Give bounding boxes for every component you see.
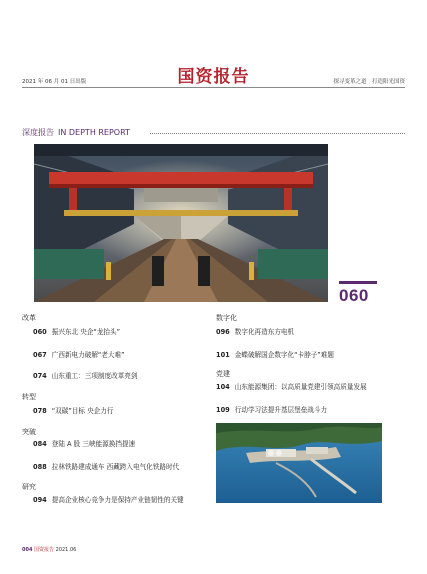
footer-page-number: 004 xyxy=(22,547,33,553)
toc-title: 提高企业核心竞争力是保持产业链韧性的关键 xyxy=(51,496,184,504)
toc-title: 山东能源集团：以高质量党建引领高质量发展 xyxy=(234,383,367,391)
feature-number-rule xyxy=(339,281,377,284)
toc-title: 广西新电力破解“老大难” xyxy=(51,351,125,359)
feature-photo-steel-mill xyxy=(34,144,328,302)
issue-date: 2021 年 06 月 01 日出版 xyxy=(22,79,87,85)
toc-title: 拉林铁路建成通车 西藏跨入电气化铁路时代 xyxy=(51,463,180,471)
category-party-building: 党建 xyxy=(216,370,230,378)
category-transformation: 转型 xyxy=(22,393,36,401)
toc-title: 振兴东北 央企“龙抬头” xyxy=(51,328,121,336)
magazine-title: 国资报告 xyxy=(177,67,250,87)
header-divider xyxy=(22,87,405,88)
toc-page-number: 074 xyxy=(33,372,47,380)
toc-page-number: 101 xyxy=(216,351,230,359)
footer-brand: 国资报告 xyxy=(34,547,55,553)
toc-item[interactable] xyxy=(33,461,179,471)
toc-item[interactable] xyxy=(33,326,120,336)
category-digitalization: 数字化 xyxy=(216,314,237,322)
toc-page-number: 078 xyxy=(33,407,47,415)
page-footer xyxy=(22,546,76,553)
feature-page-number: 060 xyxy=(339,286,369,305)
category-breakthrough: 突破 xyxy=(22,428,36,436)
toc-title: “双碳”目标 央企力行 xyxy=(51,407,114,415)
magazine-slogan: 探寻变革之道 打造阳光国资 xyxy=(333,79,405,85)
coastal-port-illustration xyxy=(216,423,382,503)
toc-item[interactable] xyxy=(33,370,137,380)
footer-date: 2021.06 xyxy=(55,547,77,553)
section-heading-cn: 深度报告 xyxy=(22,128,54,137)
toc-item[interactable] xyxy=(33,349,125,359)
toc-page-number: 104 xyxy=(216,383,230,391)
toc-title: 数字化再造东方电机 xyxy=(234,328,295,336)
toc-item[interactable] xyxy=(216,326,294,336)
section-dotted-rule xyxy=(150,133,405,134)
category-research: 研究 xyxy=(22,483,36,491)
toc-item[interactable] xyxy=(216,404,327,414)
section-heading-en: IN DEPTH REPORT xyxy=(58,128,130,137)
toc-page-number: 109 xyxy=(216,406,230,414)
toc-page-number: 094 xyxy=(33,496,47,504)
toc-page-number: 060 xyxy=(33,328,47,336)
section-heading xyxy=(22,127,130,138)
toc-page-number: 067 xyxy=(33,351,47,359)
steel-mill-illustration xyxy=(34,144,328,302)
toc-title: 山东重工：三项制度改革亮剑 xyxy=(51,372,138,380)
toc-item[interactable] xyxy=(216,349,334,359)
toc-title: 金蝶破解国企数字化“卡脖子”难题 xyxy=(234,351,334,359)
toc-item[interactable] xyxy=(33,438,135,448)
toc-item[interactable] xyxy=(33,405,113,415)
toc-item[interactable] xyxy=(33,494,184,504)
toc-item[interactable] xyxy=(216,381,367,391)
category-reform: 改革 xyxy=(22,314,36,322)
feature-photo-coastal-port xyxy=(216,423,382,503)
toc-page-number: 084 xyxy=(33,440,47,448)
toc-page-number: 088 xyxy=(33,463,47,471)
toc-title: 行动学习法提升基层堡垒战斗力 xyxy=(234,406,328,414)
toc-page-number: 096 xyxy=(216,328,230,336)
toc-title: 登陆 A 股 三峡能源换挡提速 xyxy=(51,440,136,448)
